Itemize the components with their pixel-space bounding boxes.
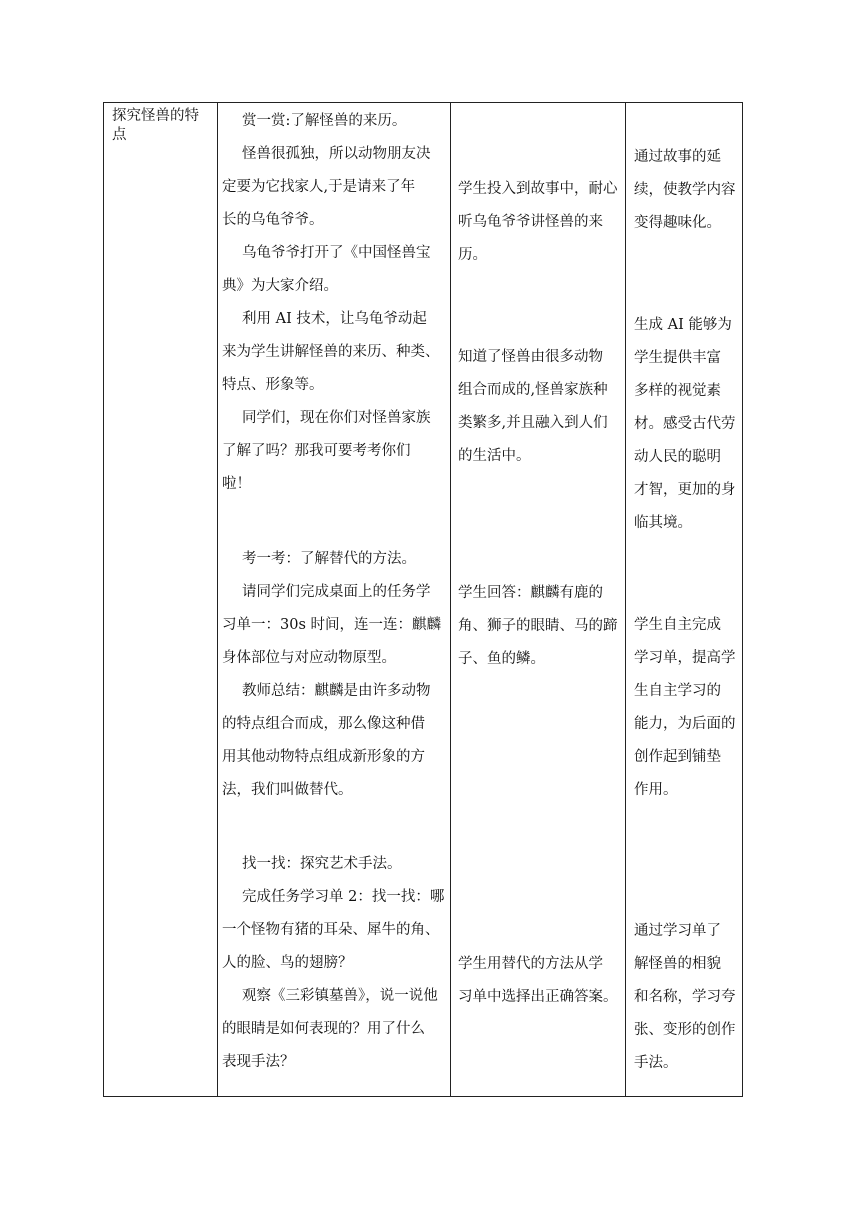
column-divider — [450, 103, 451, 1096]
text-line: 创作起到铺垫 — [634, 749, 721, 765]
text-line: 用其他动物特点组成新形象的方 — [222, 749, 425, 765]
text-line: 法，我们叫做替代。 — [222, 782, 353, 798]
text-line: 生自主学习的 — [634, 683, 721, 699]
text-line: 身体部位与对应动物原型。 — [222, 650, 396, 666]
lesson-table — [103, 102, 743, 1097]
text-line: 子、鱼的鳞。 — [458, 651, 545, 667]
text-line: 历。 — [458, 247, 487, 263]
text-line: 临其境。 — [634, 515, 692, 531]
text-line: 人的脸、鸟的翅膀？ — [222, 955, 353, 971]
text-line: 组合而成的,怪兽家族种 — [458, 382, 608, 398]
text-line: 续，使教学内容 — [634, 182, 736, 198]
text-line: 角、狮子的眼睛、马的蹄 — [458, 618, 618, 634]
text-line: 完成任务学习单 2：找一找：哪 — [242, 889, 445, 905]
text-line: 观察《三彩镇墓兽》，说一说他 — [242, 988, 438, 1004]
text-line: 的眼睛是如何表现的？用了什么 — [222, 1021, 425, 1037]
text-line: 和名称，学习夸 — [634, 989, 736, 1005]
design-intent-3 — [634, 609, 738, 807]
column-divider — [217, 103, 218, 1096]
text-line: 学生提供丰富 — [634, 350, 721, 366]
text-line: 乌龟爷爷打开了《中国怪兽宝 — [242, 245, 431, 261]
text-line: 解怪兽的相貌 — [634, 956, 721, 972]
text-line: 动人民的聪明 — [634, 449, 721, 465]
text-line: 怪兽很孤独，所以动物朋友决 — [242, 146, 431, 162]
activity-heading: 找一找：探究艺术手法。 — [242, 856, 402, 872]
design-intent-4 — [634, 915, 738, 1080]
text-line: 定要为它找家人,于是请来了年 — [222, 179, 416, 195]
activity-heading: 考一考：了解替代的方法。 — [242, 551, 416, 567]
text-line: 能力，为后面的 — [634, 716, 736, 732]
text-line: 利用 AI 技术，让乌龟爷动起 — [242, 311, 427, 327]
text-line: 的特点组合而成，那么像这种借 — [222, 716, 425, 732]
text-line: 典》为大家介绍。 — [222, 278, 338, 294]
text-line: 学生投入到故事中，耐心 — [458, 181, 618, 197]
text-line: 啦！ — [222, 476, 251, 492]
text-line: 通过学习单了 — [634, 923, 721, 939]
text-line: 来为学生讲解怪兽的来历、种类、 — [222, 344, 440, 360]
text-line: 变得趣味化。 — [634, 215, 721, 231]
text-line: 作用。 — [634, 782, 678, 798]
teacher-activity-block-2 — [222, 543, 450, 807]
text-line: 长的乌龟爷爷。 — [222, 212, 324, 228]
text-line: 的生活中。 — [458, 448, 531, 464]
text-line: 同学们，现在你们对怪兽家族 — [242, 410, 431, 426]
teacher-activity-block-1 — [222, 105, 450, 501]
text-line: 特点、形象等。 — [222, 377, 324, 393]
text-line: 通过故事的延 — [634, 149, 721, 165]
text-line: 学生自主完成 — [634, 617, 721, 633]
text-line: 才智，更加的身 — [634, 482, 736, 498]
student-activity-3 — [458, 577, 623, 676]
text-line: 请同学们完成桌面上的任务学 — [242, 584, 431, 600]
text-line: 了解了吗？那我可要考考你们 — [222, 443, 411, 459]
text-line: 听乌龟爷爷讲怪兽的来 — [458, 214, 603, 230]
text-line: 习单一：30s 时间，连一连：麒麟 — [222, 617, 441, 633]
text-line: 表现手法？ — [222, 1054, 295, 1070]
text-line: 张、变形的创作 — [634, 1022, 736, 1038]
text-line: 材。感受古代劳 — [634, 416, 736, 432]
activity-heading: 赏一赏:了解怪兽的来历。 — [242, 113, 407, 129]
text-line: 教师总结：麒麟是由许多动物 — [242, 683, 431, 699]
student-activity-2 — [458, 341, 623, 473]
stage-title: 探究怪兽的特点 — [112, 108, 199, 143]
teacher-activity-block-3 — [222, 848, 450, 1079]
text-line: 知道了怪兽由很多动物 — [458, 349, 603, 365]
text-line: 类繁多,并且融入到人们 — [458, 415, 608, 431]
student-activity-4 — [458, 948, 623, 1014]
text-line: 多样的视觉素 — [634, 383, 721, 399]
design-intent-2 — [634, 309, 738, 540]
text-line: 学生回答：麒麟有鹿的 — [458, 585, 603, 601]
text-line: 学习单，提高学 — [634, 650, 736, 666]
text-line: 一个怪物有猪的耳朵、犀牛的角、 — [222, 922, 440, 938]
text-line: 习单中选择出正确答案。 — [458, 989, 618, 1005]
text-line: 学生用替代的方法从学 — [458, 956, 603, 972]
column-divider — [625, 103, 626, 1096]
text-line: 手法。 — [634, 1055, 678, 1071]
student-activity-1 — [458, 173, 623, 272]
design-intent-1 — [634, 141, 738, 240]
text-line: 生成 AI 能够为 — [634, 317, 732, 333]
